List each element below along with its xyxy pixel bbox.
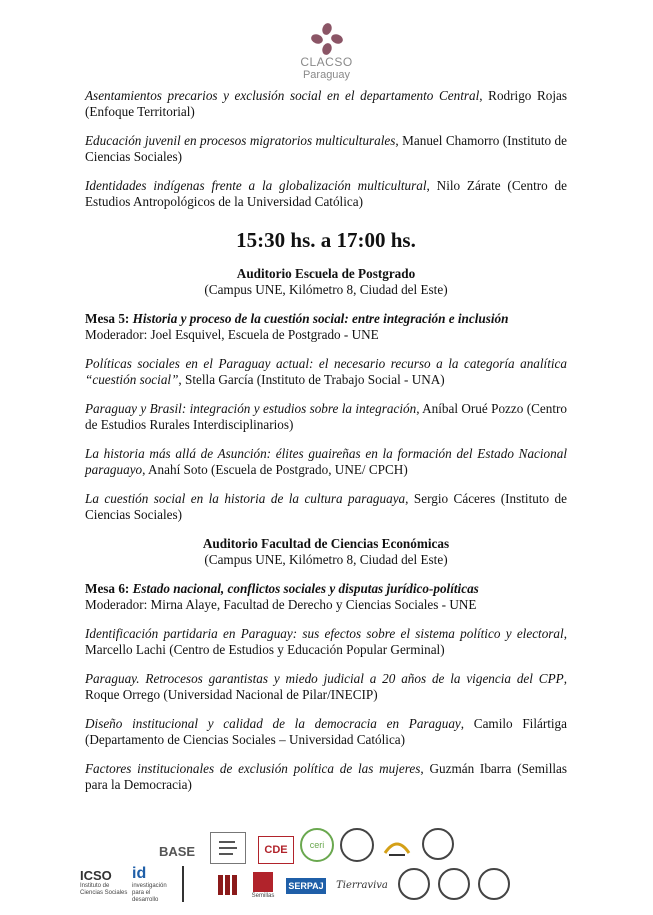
entry-author: , Nilo Zárate (Centro de Estudios Antropológicos de la Universidad Católica) bbox=[85, 178, 567, 209]
entry-author: , Anahí Soto (Escuela de Postgrado, UNE/ CPCH) bbox=[142, 462, 408, 477]
mesa-label: Mesa 6: bbox=[85, 581, 133, 596]
seal-3-icon bbox=[478, 868, 510, 900]
id-logo-text: id bbox=[132, 864, 147, 882]
mesa-label: Mesa 5: bbox=[85, 311, 133, 326]
entry bbox=[85, 88, 567, 120]
entry-title: Paraguay y Brasil: integración y estudios sobre la integración bbox=[85, 401, 417, 416]
inecip-logo-icon bbox=[182, 866, 212, 902]
entry-author: , Manuel Chamorro (Instituto de Ciencias Sociales) bbox=[85, 133, 567, 164]
entry-title: Factores institucionales de exclusión política de las mujeres bbox=[85, 761, 421, 776]
seal-1-icon bbox=[398, 868, 430, 900]
entry-author: , Camilo Filártiga (Departamento de Ciencias Sociales – Universidad Católica) bbox=[85, 716, 568, 747]
entry-title: La cuestión social en la historia de la cultura paraguaya bbox=[85, 491, 406, 506]
tierraviva-logo-text: Tierraviva bbox=[336, 879, 388, 891]
id-logo bbox=[132, 864, 176, 904]
mesa-heading bbox=[85, 581, 567, 597]
venue-title: Auditorio Facultad de Ciencias Económicas bbox=[202, 536, 450, 551]
enfoque-territorial-logo-icon bbox=[340, 828, 374, 862]
serpaj-logo-text: SERPAJ bbox=[286, 878, 326, 894]
tierraviva-logo bbox=[334, 868, 390, 902]
clacso-logo-icon bbox=[310, 22, 344, 56]
entry-title: Identidades indígenas frente a la globalización multicultural bbox=[85, 178, 427, 193]
icso-logo bbox=[80, 860, 130, 904]
mesa-heading bbox=[85, 311, 567, 327]
entry-author: , Roque Orrego (Universidad Nacional de Pilar/INECIP) bbox=[85, 671, 567, 702]
ceri-logo-text: ceri bbox=[309, 840, 325, 850]
venue-title: Auditorio Escuela de Postgrado bbox=[236, 266, 416, 281]
venue-location: (Campus UNE, Kilómetro 8, Ciudad del Este) bbox=[204, 282, 448, 297]
entry-author: , Guzmán Ibarra (Semillas para la Democracia) bbox=[85, 761, 568, 792]
entry-title: Identificación partidaria en Paraguay: sus efectos sobre el sistema político y electoral bbox=[85, 626, 564, 641]
books-logo-icon bbox=[214, 870, 244, 900]
mesa-title: Estado nacional, conflictos sociales y disputas jurídico-políticas bbox=[132, 581, 479, 596]
entry-title: Asentamientos precarios y exclusión social en el departamento Central bbox=[85, 88, 480, 103]
entry bbox=[85, 356, 567, 388]
entry-title: Políticas sociales en el Paraguay actual: el necesario recurso a la categoría analítica “cuestión social” bbox=[85, 356, 567, 387]
ceri-logo bbox=[300, 828, 334, 862]
base-logo bbox=[152, 840, 202, 862]
entry bbox=[85, 446, 567, 478]
semillas-logo bbox=[248, 866, 278, 904]
sponsor-logos bbox=[80, 826, 580, 911]
entry bbox=[85, 178, 567, 210]
entry bbox=[85, 761, 567, 793]
entry-title: Diseño institucional y calidad de la democracia en Paraguay bbox=[85, 716, 461, 731]
id-logo-subtext: investigación para el desarrollo bbox=[132, 882, 167, 903]
escuela-postgrado-logo-icon bbox=[380, 830, 414, 862]
entry-author: , Marcello Lachi (Centro de Estudios y Educación Popular Germinal) bbox=[85, 626, 567, 657]
entry-author: , Aníbal Orué Pozzo (Centro de Estudios Rurales Interdisciplinarios) bbox=[85, 401, 567, 432]
venue-block bbox=[85, 266, 567, 298]
cde-logo bbox=[258, 836, 294, 864]
venue-block bbox=[85, 536, 567, 568]
entry-title: Paraguay. Retrocesos garantistas y miedo judicial a 20 años de la vigencia del CPP bbox=[85, 671, 564, 686]
entry-title: Educación juvenil en procesos migratorios multiculturales bbox=[85, 133, 396, 148]
brand-name: CLACSO bbox=[300, 55, 353, 69]
brand-subtitle: Paraguay bbox=[302, 69, 351, 81]
header-logo bbox=[0, 22, 653, 81]
icso-logo-subtext: Instituto de Ciencias Sociales bbox=[80, 882, 128, 896]
moderator: Moderador: Mirna Alaye, Facultad de Derecho y Ciencias Sociales - UNE bbox=[85, 597, 477, 612]
seal-2-icon bbox=[438, 868, 470, 900]
entry bbox=[85, 133, 567, 165]
serpaj-logo bbox=[284, 870, 328, 902]
cadep-logo-icon bbox=[210, 832, 246, 864]
entry-title: La historia más allá de Asunción: élites guaireñas en la formación del Estado Nacional paraguayo bbox=[85, 446, 567, 477]
base-logo-text: BASE bbox=[158, 843, 196, 859]
cde-logo-text: CDE bbox=[264, 844, 288, 856]
entry-author: , Stella García (Instituto de Trabajo Social - UNA) bbox=[178, 372, 445, 387]
entry bbox=[85, 491, 567, 523]
time-heading: 15:30 hs. a 17:00 hs. bbox=[236, 228, 416, 252]
entry bbox=[85, 626, 567, 658]
semillas-logo-text: Semillas bbox=[251, 893, 275, 899]
entry-author: , Rodrigo Rojas (Enfoque Territorial) bbox=[85, 88, 567, 119]
program-content bbox=[85, 88, 567, 806]
mesa-title: Historia y proceso de la cuestión social: entre integración e inclusión bbox=[132, 311, 509, 326]
entry bbox=[85, 671, 567, 703]
entry bbox=[85, 401, 567, 433]
entry-author: , Sergio Cáceres (Instituto de Ciencias Sociales) bbox=[85, 491, 567, 522]
icso-logo-text: ICSO bbox=[80, 867, 112, 883]
entry bbox=[85, 716, 567, 748]
university-seal-icon bbox=[422, 828, 454, 860]
venue-location: (Campus UNE, Kilómetro 8, Ciudad del Este) bbox=[204, 552, 448, 567]
moderator: Moderador: Joel Esquivel, Escuela de Postgrado - UNE bbox=[85, 327, 379, 342]
